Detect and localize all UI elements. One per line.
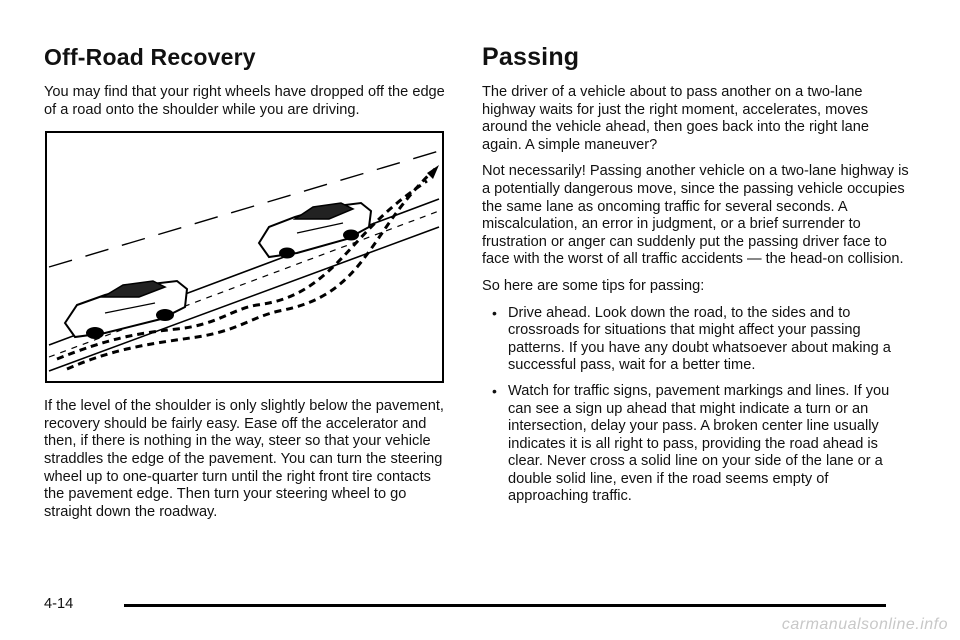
car-front-icon (259, 203, 371, 259)
left-column (44, 42, 454, 521)
passing-tips-list (482, 305, 912, 507)
section-title-off-road-recovery: Off-Road Recovery (44, 44, 256, 70)
list-item (492, 304, 912, 375)
recovery-paragraph: If the level of the shoulder is only slightly below the pavement, recovery should be fairly easy. Ease off the accelerator and then, if there is nothing in the way, steer so that your vehicle straddles the edge of the pavement. You can turn the steering wheel up to one-quarter turn until the right front tire contacts the pavement edge. Then turn your steering wheel to go straight down the roadway. (44, 398, 444, 520)
passing-paragraph-3: So here are some tips for passing: (482, 277, 705, 294)
arrow-head-icon (427, 165, 439, 179)
page-number: 4-14 (44, 596, 74, 612)
passing-paragraph-1: The driver of a vehicle about to pass another on a two-lane highway waits for just the right moment, accelerates, moves around the vehicle ahead, then goes back into the right lane again. A simple maneuver? (482, 84, 870, 153)
section-title-passing: Passing (482, 43, 580, 71)
bullet-icon: • (492, 382, 497, 399)
road-diagram (47, 133, 442, 381)
tip-text: Drive ahead. Look down the road, to the sides and to crossroads for situations that might affect your passing patterns. If you have any doubt whatsoever about making a successful pass, wait for a better time. (508, 304, 891, 374)
list-item (492, 382, 912, 506)
footer-rule (124, 604, 886, 607)
right-column (482, 42, 912, 514)
page-footer (44, 594, 886, 618)
off-road-recovery-illustration (45, 131, 444, 383)
tip-text: Watch for traffic signs, pavement markings and lines. If you can see a sign up ahead that might indicate a turn or an intersection, delay your pass. A broken center line usually indicates it is all right to pass, providing the road ahead is clear. Never cross a solid line on your side of the lane or a double solid line, even if the road seems empty of approaching traffic. (508, 382, 890, 505)
bullet-icon: • (492, 304, 497, 321)
watermark: carmanualsonline.info (781, 616, 948, 633)
passing-paragraph-2: Not necessarily! Passing another vehicle on a two-lane highway is a potentially dangerous move, since the passing vehicle occupies the same lane as oncoming traffic for several seconds. A miscalculation, an error in judgment, or a brief surrender to frustration or anger can suddenly put the passing driver face to face with the worst of all traffic accidents — the head-on collision. (482, 163, 909, 268)
recovery-path (57, 181, 427, 359)
car-rear-icon (65, 281, 187, 339)
intro-paragraph: You may find that your right wheels have dropped off the edge of a road onto the shoulder while you are driving. (44, 84, 445, 118)
center-line (49, 151, 439, 267)
